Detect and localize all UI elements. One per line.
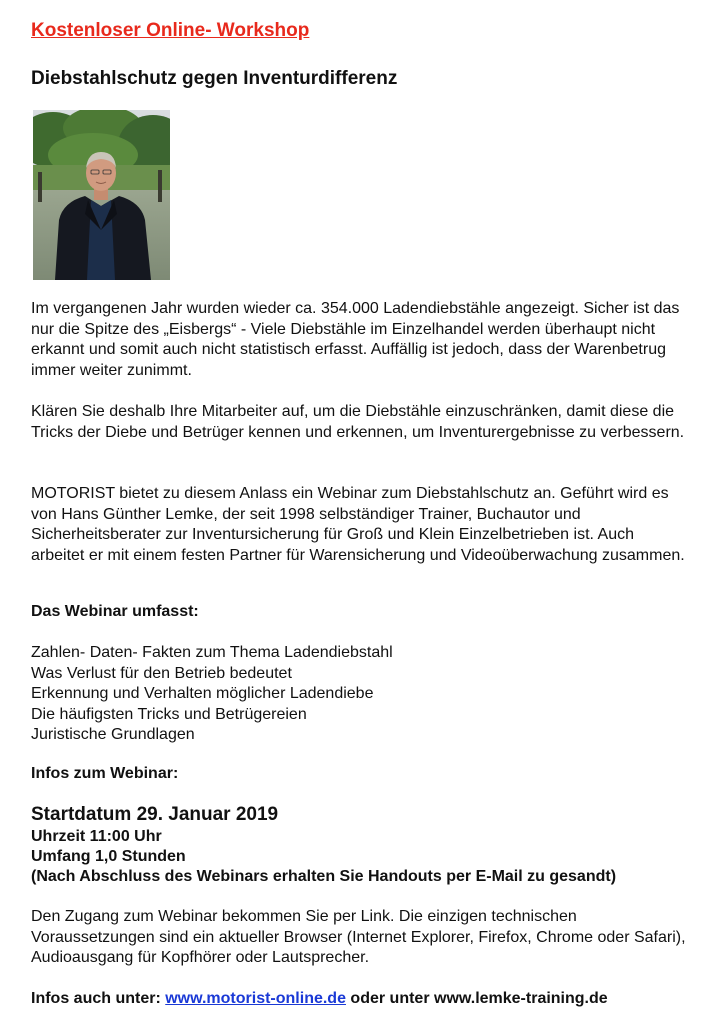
intro-paragraph-3: MOTORIST bietet zu diesem Anlass ein Webinar zum Diebstahlschutz an. Geführt wird es von Hans Günther Lemke, der seit 1998 selbständiger Trainer, Buchautor und Sicherheitsberater zur Inventursicherung für Groß und Klein Einzelbetrieben ist. Auch arbeitet er mit einem festen Partner für Warensicherung und Videoüberwachung zusammen. (31, 485, 685, 564)
footer-info (31, 989, 691, 1010)
trainer-portrait-image (33, 110, 170, 280)
intro-paragraph-2: Klären Sie deshalb Ihre Mitarbeiter auf, um die Diebstähle einzuschränken, damit diese die Tricks der Diebe und Betrüger kennen und erkennen, um Inventurergebnisse zu verbessern. (31, 403, 685, 441)
intro-section-2 (31, 402, 691, 443)
list-item: Die häufigsten Tricks und Betrügereien (31, 705, 307, 723)
webinar-heading: Das Webinar umfasst: (31, 603, 199, 620)
access-section (31, 907, 691, 969)
list-item: Zahlen- Daten- Fakten zum Thema Ladendiebstahl (31, 644, 393, 661)
intro-section (31, 299, 691, 381)
start-time: Uhrzeit 11:00 Uhr (31, 828, 162, 845)
webinar-details (31, 803, 691, 887)
start-date: Startdatum 29. Januar 2019 (31, 804, 279, 825)
document-title: Diebstahlschutz gegen Inventurdifferenz (31, 68, 398, 89)
workshop-headline: Kostenloser Online- Workshop (31, 20, 310, 41)
intro-section-3 (31, 484, 691, 566)
info-heading: Infos zum Webinar: (31, 765, 179, 782)
duration: Umfang 1,0 Stunden (31, 848, 186, 865)
webinar-topic-list (31, 643, 691, 746)
handout-note: (Nach Abschluss des Webinars erhalten Sie Handouts per E-Mail zu gesandt) (31, 868, 617, 885)
lemke-site: www.lemke-training.de (434, 990, 608, 1007)
list-item: Was Verlust für den Betrieb bedeutet (31, 664, 292, 682)
footer-middle: oder unter (345, 990, 434, 1007)
footer-prefix: Infos auch unter: (31, 990, 166, 1007)
access-paragraph: Den Zugang zum Webinar bekommen Sie per Link. Die einzigen technischen Voraussetzungen sind ein aktueller Browser (Internet Explorer, Firefox, Chrome oder Safari), Audioausgang für Kopfhörer oder Lautsprecher. (31, 908, 686, 966)
motorist-link[interactable]: www.motorist-online.de (165, 990, 346, 1007)
trainer-photo (33, 110, 170, 280)
list-item: Erkennung und Verhalten möglicher Ladendiebe (31, 685, 374, 702)
list-item: Juristische Grundlagen (31, 726, 195, 743)
intro-paragraph-1: Im vergangenen Jahr wurden wieder ca. 354.000 Ladendiebstähle angezeigt. Sicher ist das nur die Spitze des „Eisbergs“ - Viele Diebstähle im Einzelhandel werden überhaupt nicht erkannt und somit auch nicht statistisch erfasst. Auffällig ist jedoch, dass der Warenbetrug immer weiter zunimmt. (31, 300, 680, 379)
